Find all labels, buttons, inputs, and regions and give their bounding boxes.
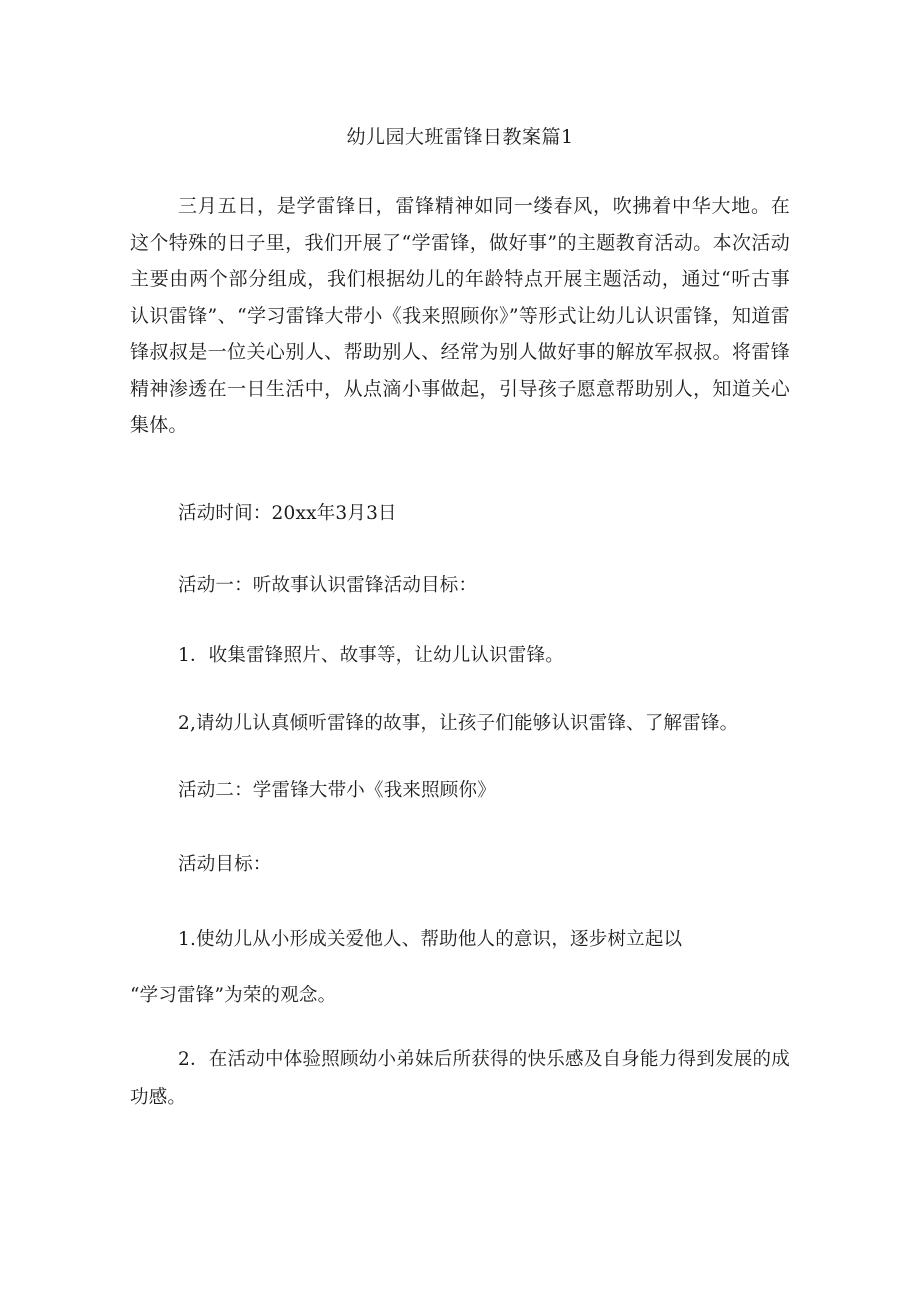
- activity-time: 活动时间：20xx年3月3日: [178, 503, 397, 524]
- intro-paragraph: 三月五日，是学雷锋日，雷锋精神如同一缕春风，吹拂着中华大地。在这个特殊的日子里，我们开展了“学雷锋，做好事”的主题教育活动。本次活动主要由两个部分组成，我们根据幼儿的年龄特点开展主题活动，通过“听古事认识雷锋”、“学习雷锋大带小《我来照顾你》”等形式让幼儿认识雷锋，知道雷锋叔叔是一位关心别人、帮助别人、经常为别人做好事的解放军叔叔。将雷锋精神渗透在一日生活中，从点滴小事做起，引导孩子愿意帮助别人，知道关心集体。: [130, 195, 790, 436]
- activity-two-item-1-line-1: 1.使幼儿从小形成关爱他人、帮助他人的意识，逐步树立起以: [178, 929, 683, 950]
- activity-one-item-2: 2,请幼儿认真倾听雷锋的故事，让孩子们能够认识雷锋、了解雷锋。: [178, 713, 739, 734]
- activity-two-item-2: 2．在活动中体验照顾幼小弟妹后所获得的快乐感及自身能力得到发展的成功感。: [130, 1049, 790, 1108]
- activity-two-item-1-line-2: “学习雷锋”为荣的观念。: [130, 985, 337, 1006]
- activity-one-heading: 活动一：听故事认识雷锋活动目标：: [178, 575, 478, 596]
- activity-two-heading: 活动二：学雷锋大带小《我来照顾你》: [178, 780, 496, 801]
- activity-one-item-1: 1．收集雷锋照片、故事等，让幼儿认识雷锋。: [178, 645, 564, 666]
- activity-two-goals-heading: 活动目标：: [178, 854, 272, 875]
- document-title: 幼儿园大班雷锋日教案篇1: [346, 126, 574, 148]
